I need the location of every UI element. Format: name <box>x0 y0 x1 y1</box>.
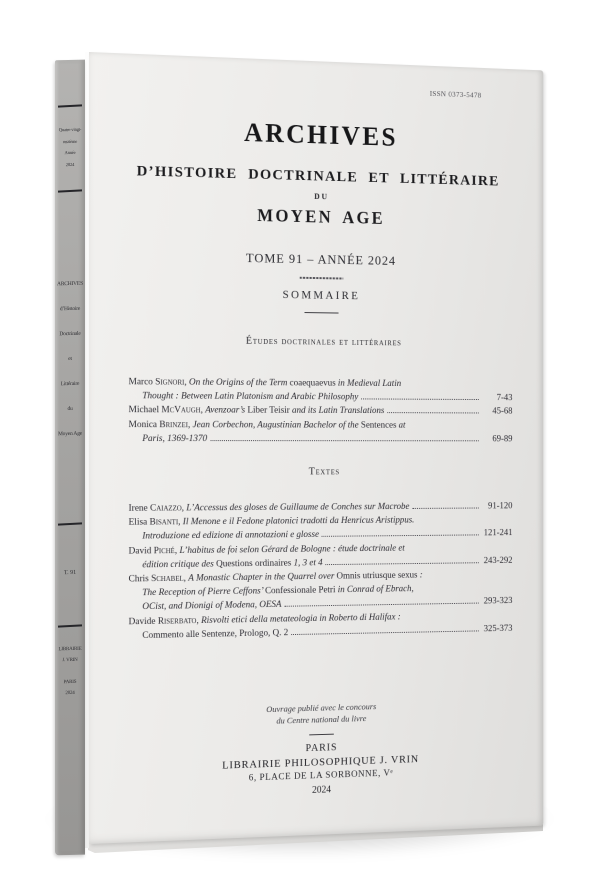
toc-line: édition critique des Questions ordinaires 1, 3 et 4 243-292 <box>142 555 513 571</box>
book-spine <box>55 60 85 856</box>
ornament-rule <box>304 312 338 313</box>
spine-line: LIBRAIRIE <box>58 646 82 653</box>
toc-line: Irene Caiazzo, L’Accessus des gloses de Guillaume de Conches sur Macrobe 91-120 <box>128 501 513 514</box>
toc-line: Elisa Bisanti, Il Menone e il Fedone platonici tradotti da Henricus Aristippus. <box>128 515 415 528</box>
front-cover <box>89 52 543 844</box>
journal-subtitle-line2: DU <box>314 192 329 202</box>
spine-line: Littéraire <box>60 380 80 388</box>
ornament-rule <box>309 734 334 736</box>
toc-page-range: 325-373 <box>483 623 513 635</box>
dot-leader <box>322 535 479 537</box>
toc-page-range: 7-43 <box>496 393 513 404</box>
toc-entry <box>129 608 513 643</box>
toc-entry <box>129 375 513 405</box>
toc-page-range: 243-292 <box>483 555 513 566</box>
toc-line: Monica Brinzei, Jean Corbechon, Augustinian Bachelor of the Sentences at <box>128 419 406 431</box>
toc-page-range: 293-323 <box>483 596 513 607</box>
dot-leader <box>361 399 479 401</box>
toc-line: OCist, and Dionigi of Modena, OESA 293-323 <box>142 596 513 613</box>
toc-line: Commento alle Sentenze, Prologo, Q. 2 325-373 <box>142 623 513 641</box>
toc-page-range: 69-89 <box>492 434 513 444</box>
spine-line: J. VRIN <box>62 657 78 663</box>
spine-rule <box>58 522 82 525</box>
spine-line: Année <box>64 149 76 156</box>
tome-year-line: TOME 91 – ANNÉE 2024 <box>246 250 396 268</box>
toc-line: Chris Schabel, A Monastic Chapter in the Quarrel over Omnis utriusque sexus : <box>128 570 423 585</box>
toc-line: David Piché, L’habitus de foi selon Gérard de Bologne : étude doctrinale et <box>128 543 405 557</box>
dot-leader <box>284 603 478 607</box>
toc-page-range: 91-120 <box>487 501 513 512</box>
dot-leader <box>325 562 478 565</box>
toc-line: Introduzione ed edizione di annotazioni e glosse 121-241 <box>142 528 513 542</box>
spine-line: et <box>68 355 72 363</box>
spine-line: d’Histoire <box>59 305 81 313</box>
journal-book <box>55 50 547 856</box>
spine-line: ARCHIVES <box>57 280 83 288</box>
spine-year-block <box>55 124 85 171</box>
concours-line: du Centre national du livre <box>276 713 367 726</box>
toc-section-heading: Études doctrinales et littéraires <box>245 335 402 349</box>
toc-entry <box>129 404 513 419</box>
spine-rule <box>58 624 82 627</box>
imprint-city: PARIS <box>305 742 338 755</box>
toc-line: Davide Riserbato, Risvolti etici della metateologia in Roberto di Halifax : <box>128 612 401 627</box>
spine-title-block <box>55 272 85 448</box>
spine-line: Doctrinale <box>59 330 81 338</box>
spine-line: PARIS <box>63 679 77 686</box>
spine-tome-number: T. 91 <box>63 569 77 577</box>
dot-leader <box>291 630 479 635</box>
spine-line: 2024 <box>65 161 75 167</box>
toc-page-range: 45-68 <box>492 407 513 417</box>
imprint-block <box>89 696 543 804</box>
spine-line: onzième <box>62 138 78 144</box>
toc-line: The Reception of Pierre Ceffons’ Confessionale Petri in Conrad of Ebrach, <box>142 584 414 599</box>
toc-entry <box>129 568 513 615</box>
toc-line: Marco Signori, On the Origins of the Term coaequaevus in Medieval Latin <box>128 377 402 389</box>
journal-title: ARCHIVES <box>244 117 398 152</box>
imprint-address: 6, PLACE DE LA SORBONNE, Vᵉ <box>248 768 394 784</box>
toc-line: Michael McVaugh, Avenzoar’s Liber Teisir and its Latin Translations 45-68 <box>129 404 513 419</box>
spine-line: Quatre-vingt- <box>58 126 82 133</box>
imprint-publisher: LIBRAIRIE PHILOSOPHIQUE J. VRIN <box>222 753 419 772</box>
concours-line: Ouvrage publié avec le concours <box>266 701 377 715</box>
sommaire-heading: SOMMAIRE <box>282 289 361 303</box>
dot-leader <box>412 508 479 509</box>
dot-leader <box>210 440 479 441</box>
spine-line: 2024 <box>65 690 75 696</box>
toc <box>89 334 543 644</box>
toc-page-range: 121-241 <box>483 528 513 539</box>
spine-rule <box>58 104 82 107</box>
toc-entry <box>129 418 513 446</box>
toc-line: Thought : Between Latin Platonism and Arabic Philosophy 7-43 <box>129 389 513 405</box>
dot-leader <box>387 413 479 414</box>
imprint-year: 2024 <box>312 784 331 796</box>
toc-line: Paris, 1369-1370 69-89 <box>129 432 513 446</box>
spine-publisher-block <box>55 645 85 700</box>
journal-subtitle-line1: D’HISTOIRE DOCTRINALE ET LITTÉRAIRE <box>136 163 500 190</box>
spine-line: du <box>67 405 73 413</box>
journal-subtitle-line3: MOYEN AGE <box>257 205 385 228</box>
ornament-rule <box>300 277 344 280</box>
spine-line: Moyen Age <box>57 430 83 438</box>
issn-number: ISSN 0373-5478 <box>429 88 482 100</box>
spine-rule <box>58 189 82 192</box>
toc-section-heading: Textes <box>308 466 340 478</box>
concours-note <box>89 696 543 732</box>
toc-entry <box>129 513 513 544</box>
